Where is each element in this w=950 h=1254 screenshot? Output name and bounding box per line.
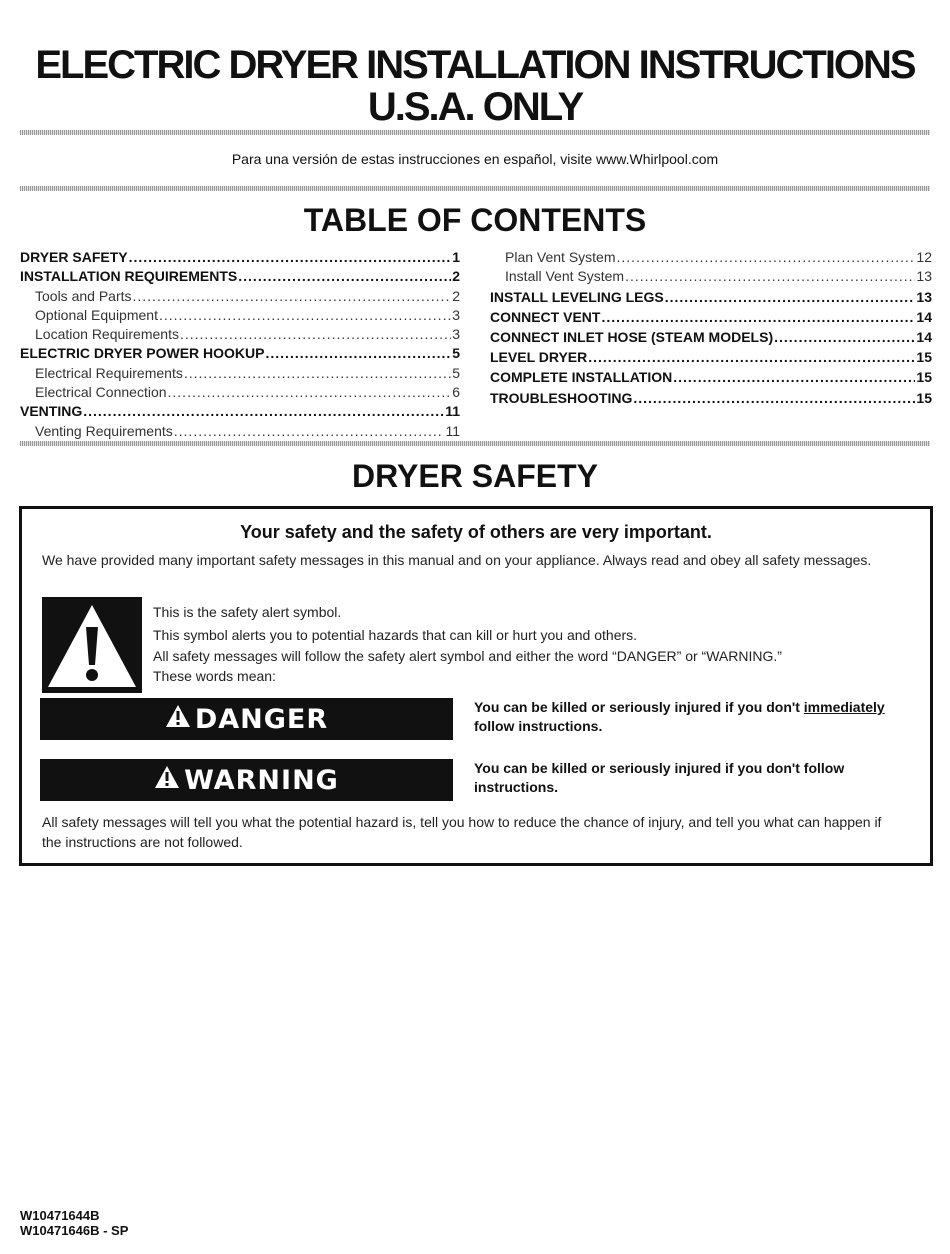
toc-leader-dots [625,267,915,286]
safety-intro: We have provided many important safety messages in this manual and on your appliance. Always read and obey all safety messages. [42,552,872,568]
toc-entry-page: 15 [916,389,932,406]
danger-message [474,698,920,736]
toc-entry-page: 6 [452,384,460,401]
doc-title-line2: U.S.A. ONLY [367,85,583,129]
safety-alert-icon [165,704,191,735]
toc-entry[interactable] [20,325,460,344]
toc-entry[interactable] [20,267,460,286]
toc-entry-label: Optional Equipment [35,306,158,323]
toc-leader-dots [665,287,916,307]
toc-entry-label: INSTALLATION REQUIREMENTS [20,268,238,285]
alert-line: All safety messages will follow the safety alert symbol and either the word “DANGER” or “WARNING.” [153,648,782,664]
safety-box [19,506,933,866]
toc-entry[interactable] [490,367,932,387]
toc-entry-page: 14 [916,328,932,345]
toc-entry-label: Venting Requirements [35,422,173,439]
toc-leader-dots [588,347,915,367]
toc-entry[interactable] [490,347,932,367]
toc-entry-page: 3 [452,306,460,323]
toc-entry-page: 15 [916,349,932,366]
alert-line: This symbol alerts you to potential hazards that can kill or hurt you and others. [153,626,638,643]
toc-entry-label: TROUBLESHOOTING [490,389,633,406]
danger-label: DANGER [194,703,329,735]
toc-leader-dots [133,287,452,306]
toc-entry-label: Electrical Requirements [35,364,183,381]
toc-entry[interactable] [20,306,460,325]
toc-leader-dots [673,367,915,387]
spanish-note: Para una versión de estas instrucciones en español, visite www.Whirlpool.com [231,151,719,167]
toc-entry-page: 15 [916,369,932,386]
safety-box-heading: Your safety and the safety of others are very important. [240,522,712,542]
toc-leader-dots [129,248,452,267]
toc-entry[interactable] [490,307,932,327]
toc-entry-page: 11 [445,403,460,420]
toc-entry-label: COMPLETE INSTALLATION [490,369,673,386]
toc-entry-label: Location Requirements [35,326,179,343]
toc-entry-page: 2 [452,287,460,304]
part-number-spanish: W10471646B - SP [20,1223,129,1238]
toc-entry-page: 11 [445,422,460,439]
toc-entry[interactable] [20,383,460,402]
toc-entry-page: 5 [452,345,460,362]
toc-entry[interactable] [20,287,460,306]
toc-entry[interactable] [20,364,460,383]
toc-entry-label: VENTING [20,403,83,420]
toc-leader-dots [266,344,452,363]
part-number: W10471644B [20,1208,100,1223]
toc-entry-page: 2 [452,268,460,285]
toc-entry-page: 13 [916,288,932,305]
toc-entry-label: Plan Vent System [505,249,616,265]
danger-message-text: follow instructions. [474,718,603,734]
toc-entry-label: INSTALL LEVELING LEGS [490,288,664,305]
danger-message-text: You can be killed or seriously injured if you don't [474,699,804,715]
toc-entry-label: CONNECT INLET HOSE (STEAM MODELS) [490,328,774,345]
toc-leader-dots [174,422,445,441]
toc-entry[interactable] [490,327,932,347]
toc-entry-label: Electrical Connection [35,384,167,401]
warning-signal-word [40,759,453,801]
toc-entry-label: ELECTRIC DRYER POWER HOOKUP [20,345,265,362]
toc-entry[interactable] [20,402,460,421]
toc-entry[interactable] [20,422,460,441]
toc-entry[interactable] [490,248,932,267]
toc-leader-dots [617,248,916,267]
toc-entry-page: 3 [452,326,460,343]
toc-leader-dots [184,364,451,383]
safety-closing: All safety messages will tell you what the potential hazard is, tell you how to reduce the chance of injury, and tell you what can happen if the instructions are not followed. [42,814,882,850]
toc-entry[interactable] [490,287,932,307]
danger-message-emphasis: immediately [803,699,885,715]
toc-entry-page: 13 [916,268,932,285]
toc-entry[interactable] [490,267,932,286]
toc-entry-label: Tools and Parts [35,287,132,304]
toc-entry-label: LEVEL DRYER [490,349,588,366]
divider [20,186,930,191]
toc-entry-page: 5 [452,364,460,381]
warning-message: You can be killed or seriously injured if you don't follow instructions. [474,760,845,795]
divider [20,130,930,135]
toc-leader-dots [168,383,452,402]
alert-explanation [153,601,782,686]
doc-title-line1: ELECTRIC DRYER INSTALLATION INSTRUCTIONS [35,43,915,87]
toc-title: TABLE OF CONTENTS [303,202,647,238]
warning-label: WARNING [184,764,339,796]
alert-line: This is the safety alert symbol. [153,604,342,620]
toc-entry-label: DRYER SAFETY [20,249,128,265]
toc-entry[interactable] [20,344,460,363]
toc-leader-dots [180,325,451,344]
danger-signal-word [40,698,453,740]
toc-entry[interactable] [20,248,460,267]
toc-entry[interactable] [490,388,932,408]
alert-line: These words mean: [153,668,276,684]
safety-title: DRYER SAFETY [352,458,598,494]
toc-leader-dots [601,307,915,327]
safety-alert-icon [42,597,142,693]
safety-alert-icon [154,765,180,796]
toc-entry-label: Install Vent System [505,268,625,285]
toc-leader-dots [238,267,451,286]
toc-entry-page: 12 [916,249,932,265]
toc-leader-dots [159,306,451,325]
toc-leader-dots [774,327,915,347]
toc-right-column [490,248,932,408]
toc-left-column [20,248,460,441]
toc-leader-dots [633,388,915,408]
toc-entry-page: 1 [452,249,460,265]
toc-entry-page: 14 [916,308,932,325]
toc-leader-dots [83,402,444,421]
toc-entry-label: CONNECT VENT [490,308,601,325]
divider [20,441,930,446]
